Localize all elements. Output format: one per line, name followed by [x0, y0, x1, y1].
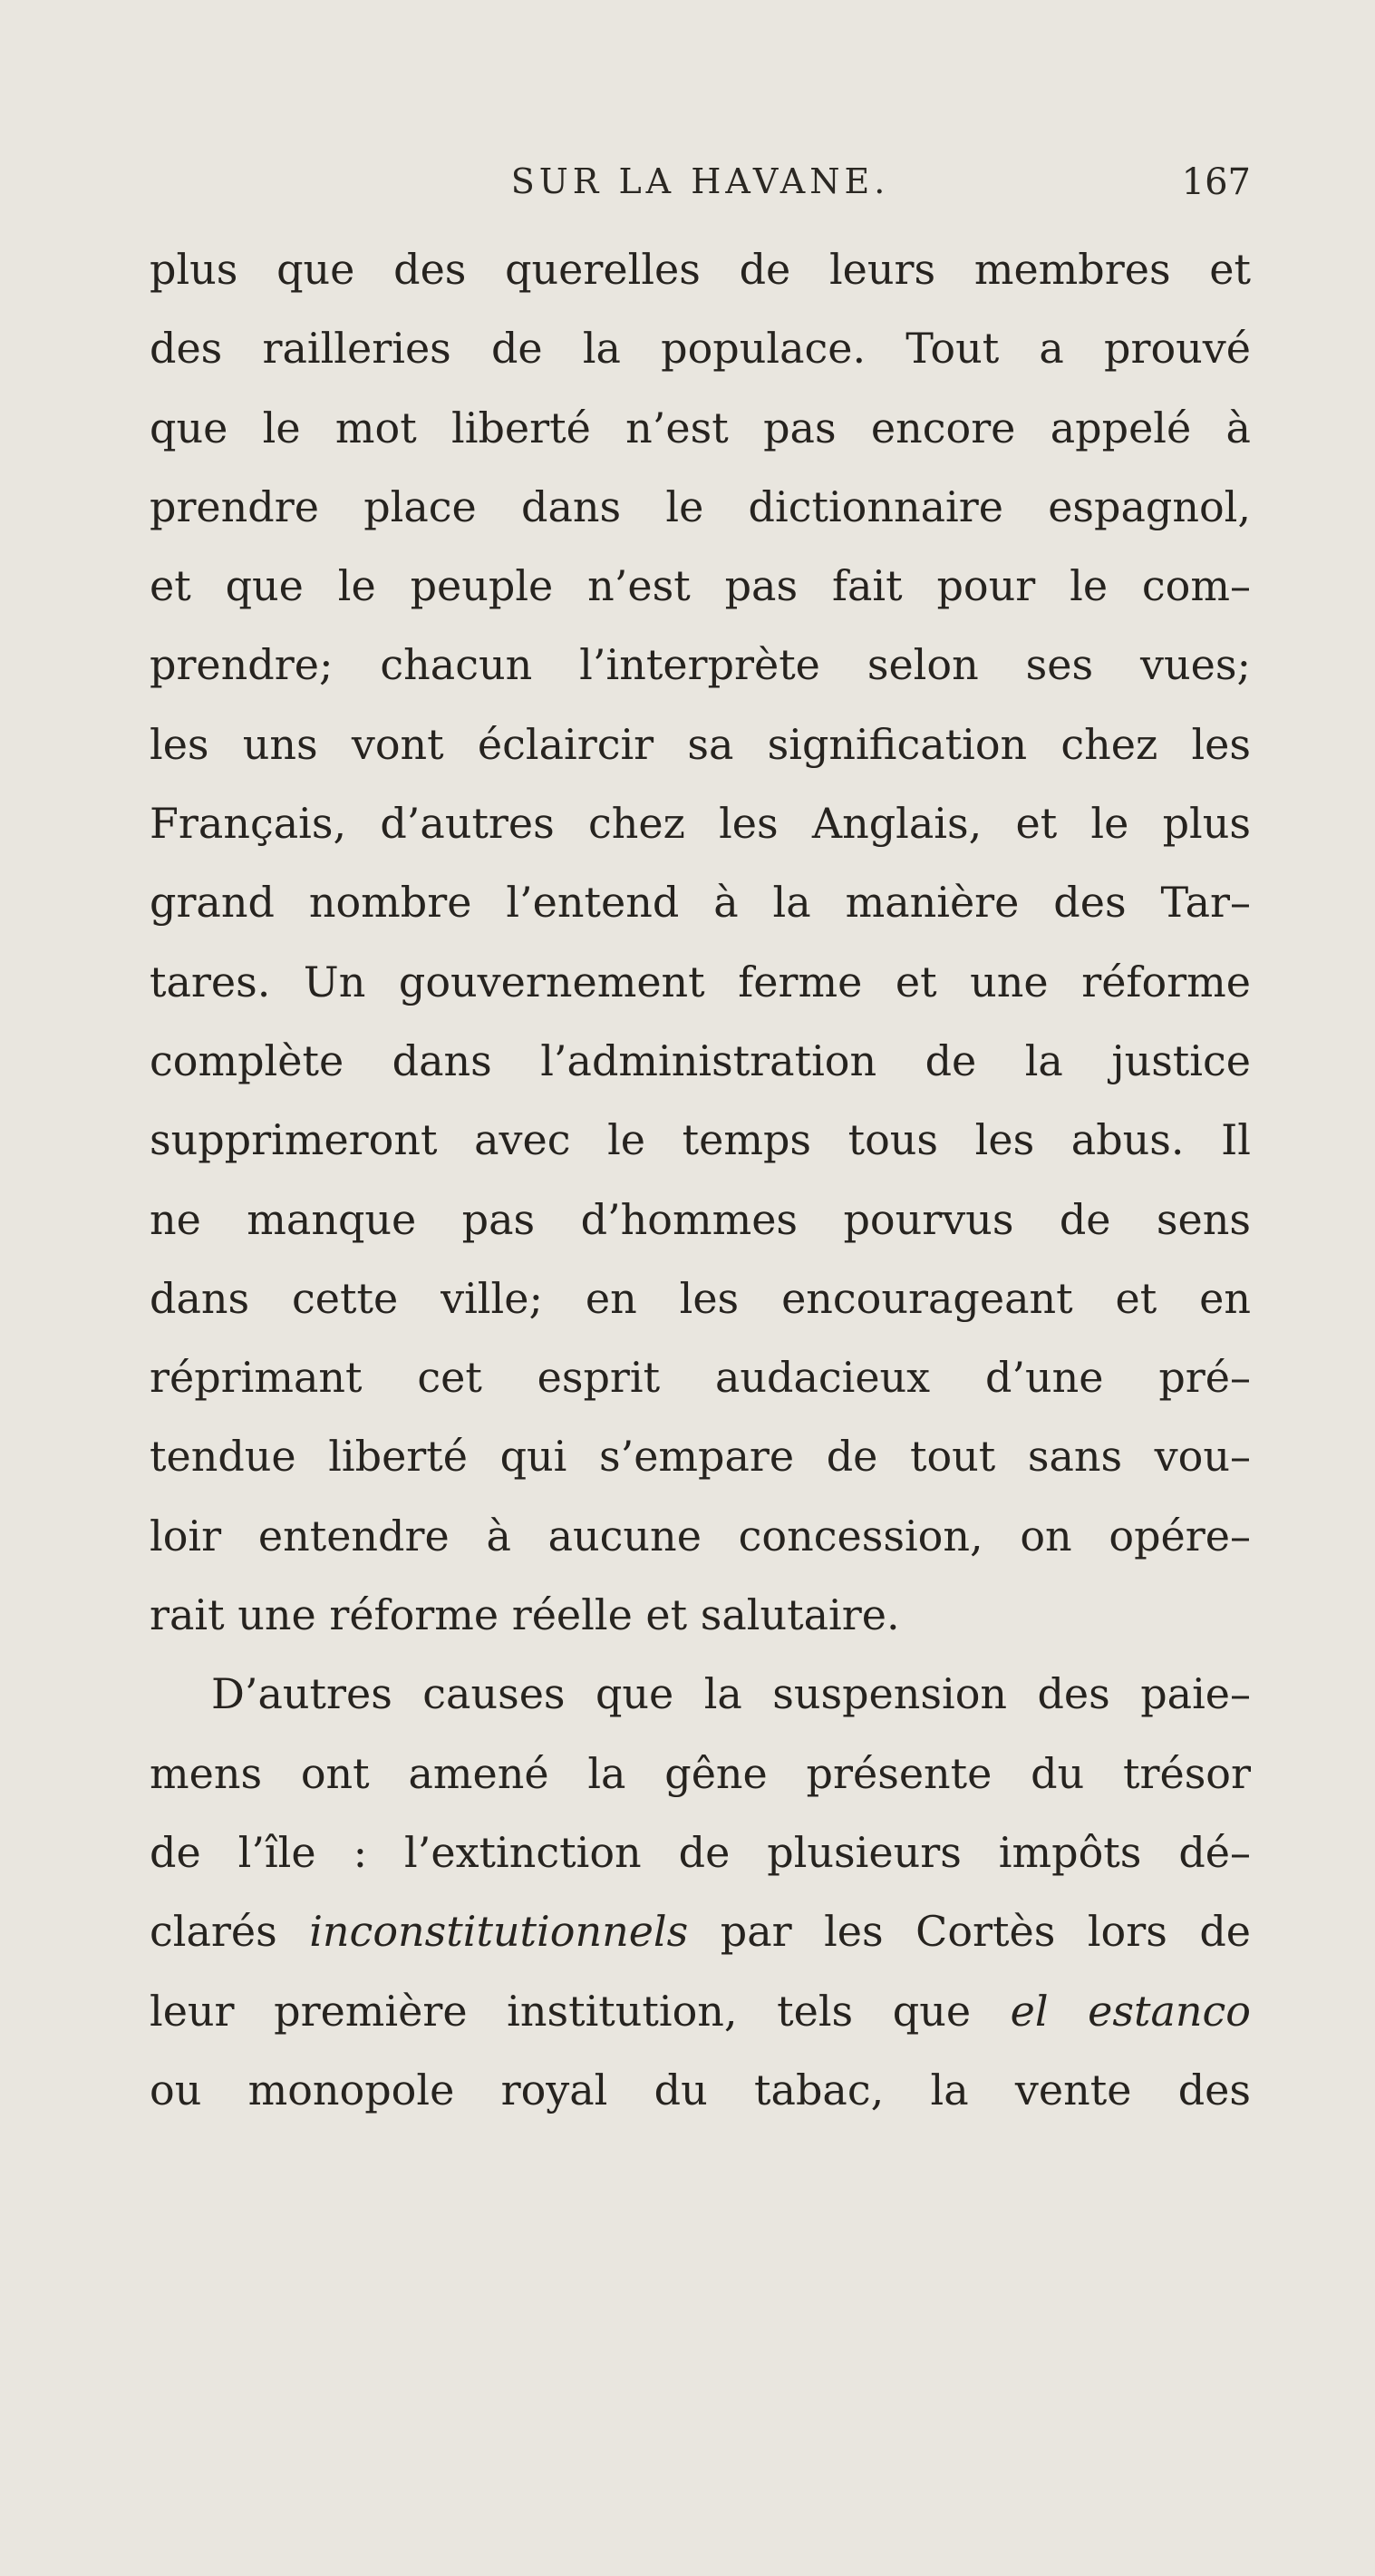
text-span: grand nombre l’entend à la manière des Tar– — [150, 878, 1251, 928]
text-span: clarés — [150, 1907, 310, 1957]
text-span: des railleries de la populace. Tout a prouvé — [150, 324, 1251, 374]
text-line-7 — [150, 705, 1251, 784]
text-line-23 — [150, 1972, 1251, 2051]
text-line-3 — [150, 389, 1251, 468]
text-line-19 — [150, 1655, 1251, 1734]
text-span: que le mot liberté n’est pas encore appelé à — [150, 403, 1251, 452]
text-span: ne manque pas d’hommes pourvus de sens — [150, 1194, 1251, 1244]
running-head — [150, 161, 1251, 216]
text-line-8 — [150, 784, 1251, 863]
text-span: D’autres causes que la suspension des paie– — [211, 1669, 1251, 1719]
text-line-9 — [150, 863, 1251, 942]
text-span: les uns vont éclaircir sa signification chez les — [150, 719, 1251, 769]
text-span: plus que des querelles de leurs membres et — [150, 245, 1251, 294]
text-line-4 — [150, 468, 1251, 547]
text-line-18 — [150, 1576, 1251, 1655]
running-title: SUR LA HAVANE. — [510, 161, 890, 201]
text-span: leur première institution, tels que — [150, 1986, 1011, 2036]
text-line-1 — [150, 230, 1251, 309]
text-span: par les Cortès lors de — [688, 1907, 1251, 1957]
text-span: ou monopole royal du tabac, la vente des — [150, 2065, 1251, 2114]
text-span: supprimeront avec le temps tous les abus. Il — [150, 1115, 1251, 1165]
text-line-20 — [150, 1735, 1251, 1813]
text-line-21 — [150, 1813, 1251, 1892]
text-line-13 — [150, 1181, 1251, 1259]
text-span: prendre place dans le dictionnaire espagnol, — [150, 481, 1251, 531]
page-number: 167 — [1181, 161, 1251, 203]
italic-term: inconstitutionnels — [309, 1907, 689, 1957]
text-line-24 — [150, 2051, 1251, 2130]
text-line-2 — [150, 309, 1251, 388]
text-span: prendre; chacun l’interprète selon ses vues; — [150, 640, 1251, 690]
text-line-10 — [150, 943, 1251, 1022]
text-line-12 — [150, 1101, 1251, 1180]
text-span: Français, d’autres chez les Anglais, et le plus — [150, 799, 1251, 849]
text-span: loir entendre à aucune concession, on opére– — [150, 1511, 1251, 1560]
text-span: de l’île : l’extinction de plusieurs impôts dé– — [150, 1827, 1251, 1877]
text-span: mens ont amené la gêne présente du trésor — [150, 1748, 1251, 1798]
text-span: tares. Un gouvernement ferme et une réforme — [150, 957, 1251, 1006]
text-span: rait une réforme réelle et salutaire. — [150, 1590, 900, 1640]
body-text — [150, 230, 1251, 2130]
text-span: complète dans l’administration de la justice — [150, 1035, 1251, 1085]
text-line-14 — [150, 1259, 1251, 1338]
text-line-5 — [150, 547, 1251, 626]
text-span: tendue liberté qui s’empare de tout sans vou– — [150, 1432, 1251, 1482]
text-line-15 — [150, 1338, 1251, 1417]
italic-term: el estanco — [1010, 1986, 1251, 2036]
text-line-16 — [150, 1417, 1251, 1496]
text-span: et que le peuple n’est pas fait pour le com– — [150, 561, 1251, 611]
text-span: réprimant cet esprit audacieux d’une pré– — [150, 1353, 1251, 1403]
text-line-6 — [150, 626, 1251, 705]
text-line-22 — [150, 1892, 1251, 1971]
text-line-17 — [150, 1497, 1251, 1576]
text-line-11 — [150, 1022, 1251, 1101]
text-span: dans cette ville; en les encourageant et en — [150, 1273, 1251, 1323]
